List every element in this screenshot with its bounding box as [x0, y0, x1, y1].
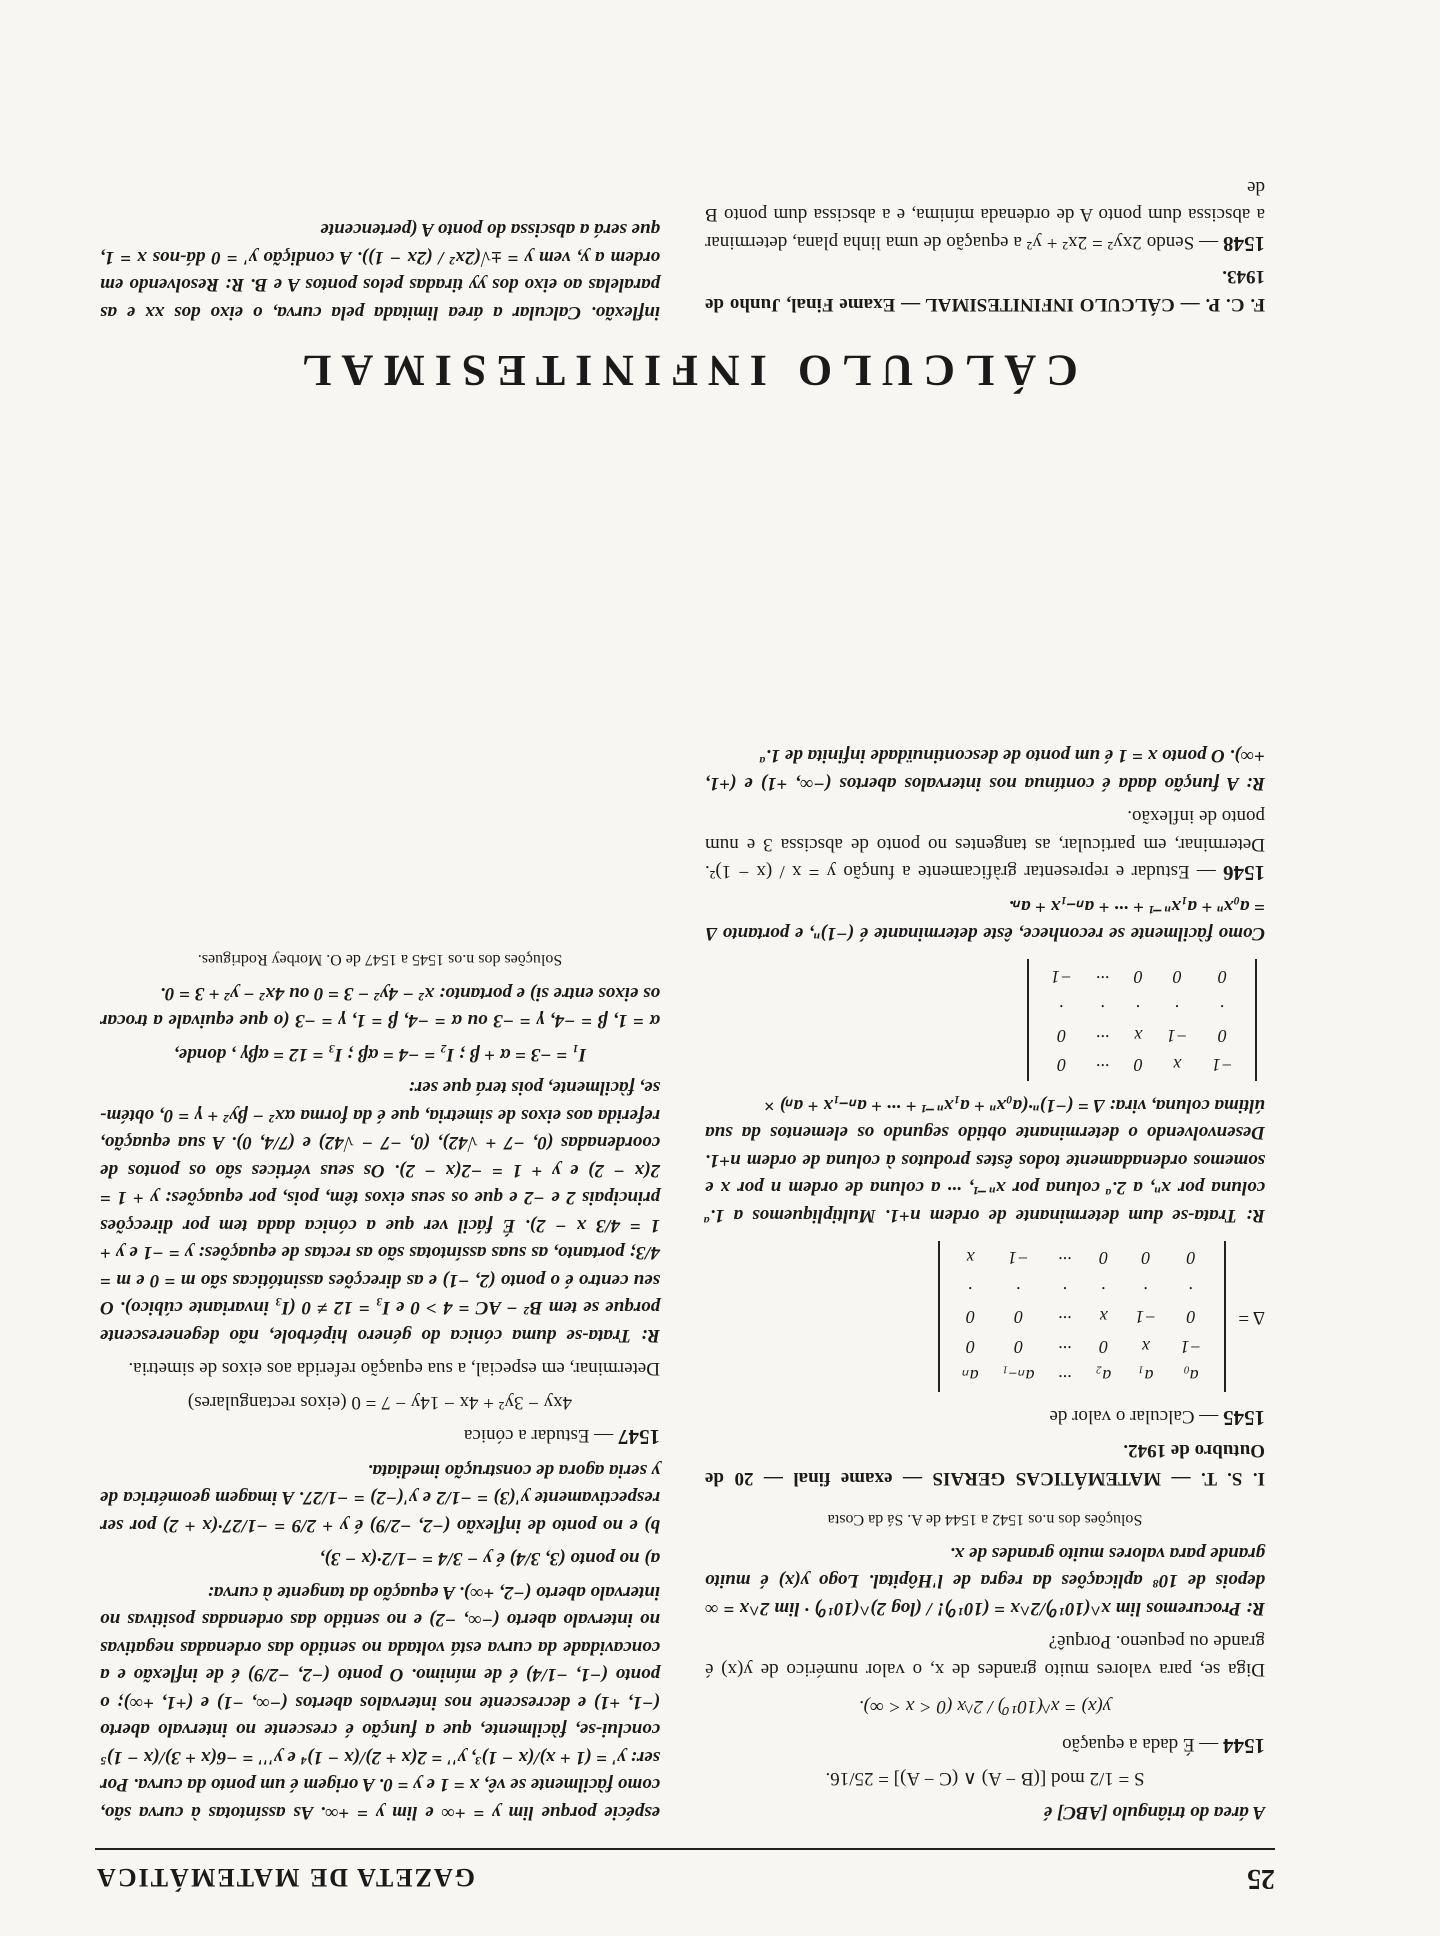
determinant-cell: ·: [1188, 1278, 1194, 1298]
determinant-block: [705, 1237, 1265, 1397]
determinant-row: [950, 1273, 1213, 1303]
determinant-cell: 0: [1014, 1307, 1024, 1328]
page-header: [95, 1848, 1275, 1896]
determinant-row: [950, 1243, 1213, 1273]
determinant-cell: ·: [1101, 1278, 1106, 1298]
problem-1545-conclusion: Como fàcilmente se reconhece, êste determinante é (−1)ⁿ, e portanto Δ = a₀xⁿ + a₁xⁿ⁻¹ + ··· + aₙ₋₁x + aₙ.: [705, 896, 1265, 945]
determinant-cell: ·: [1100, 996, 1106, 1017]
determinant-cell: aₙ: [962, 1366, 979, 1387]
problem-number: 1545: [1223, 1406, 1265, 1430]
determinant-cell: 0: [1014, 1337, 1024, 1357]
problem-1547-solution: R: Trata-se duma cónica do género hipérbole, não degenerescente porque se tem B² − AC = 4 > 0 e I₃ = 12 ≠ 0 (I₃ invariante cúbico). O seu centro é o ponto (2, −1) e as direcções assintóticas são m = 0 e m = 4/3; portanto, as suas assíntotas são as rectas de equações: y = −1 e y + 1 = 4/3 x − 2). É fácil ver que a cónica dada tem por direcções principais 2 e −2 e que os seus eixos têm, pois, por equações: y + 1 = 2(x − 2) e y + 1 = −2(x − 2). Os seus vértices são os pontos de coordenadas (0, −7 + √42), (0, −7 − √42) e (7/4, 0). A sua equação, referida aos eixos de simetria, que é da forma αx² − βy² + γ = 0, obtém-se, fàcilmente, pois terá que ser:: [100, 1077, 660, 1346]
determinant-row: [950, 1332, 1213, 1362]
determinant-cell: 0: [1141, 1248, 1151, 1269]
determinant-row: [1039, 1021, 1245, 1051]
invariant-system: I₁ = −3 = α + β ; I₂ = −4 = αβ ; I₃ = 12 = αβγ , donde,: [173, 1044, 587, 1065]
determinant-cell: ·: [1063, 1278, 1068, 1298]
determinant-cell: 0: [1057, 1026, 1067, 1046]
determinant-cell: a₂: [1096, 1366, 1112, 1387]
determinant-cell: x: [1134, 1026, 1143, 1046]
solution-system: α = 1, β = −4, γ = −3 ou α = −4, β = 1, γ = −3 (o que equivale a trocar os eixos entre si) e portanto: x² − 4y² − 3 = 0 ou 4x² − y² + 3 = 0.: [100, 983, 660, 1032]
delta-label: Δ =: [1238, 1307, 1265, 1329]
determinant: [938, 1241, 1225, 1393]
determinant-cell: ·: [1135, 996, 1141, 1017]
problem-title: — Estudar a cónica: [463, 1425, 614, 1447]
problem-1547: [100, 1422, 660, 1451]
determinant-cell: ·: [1016, 1278, 1021, 1298]
tangent-b: b) e no ponto de inflexão (−2, −2/9) é y + 2/9 = −1/27·(x + 2) por ser respectivamente y'(3) = −1/2 e y'(−2) = −1/27. A imagem geométrica de y seria agora de construção imediata.: [100, 1460, 660, 1536]
determinant-row: [950, 1302, 1213, 1332]
problem-number: 1548: [1223, 232, 1265, 256]
problem-title: — Estudar e representar gràficamente a função y = x / (x − 1)². Determinar, em particular, as tangentes no ponto de abscissa 3 e num ponto de inflexão.: [705, 806, 1265, 883]
determinant-cell: ···: [1058, 1307, 1073, 1328]
determinant-cell: x: [1141, 1337, 1150, 1357]
determinant-matrix: [950, 1243, 1213, 1391]
determinant-cell: 0: [1217, 967, 1227, 987]
problem-1548: [705, 174, 1265, 258]
determinant-cell: −1: [1135, 1307, 1157, 1328]
determinant-matrix: [1039, 962, 1245, 1080]
solution-source: Soluções dos n.os 1545 a 1547 de O. Morbey Rodrigues.: [197, 951, 563, 969]
determinant-cell: aₙ₋₁: [1002, 1366, 1035, 1387]
exam-title: F. C. P. — CÁLCULO INFINITESIMAL — Exame Final, Junho de 1943.: [705, 266, 1265, 315]
area-formula: S = 1/2 mod [(B − A) ∧ (C − A)] = 25/16.: [825, 1768, 1145, 1790]
column-right: [100, 932, 660, 1826]
determinant-cell: 0: [1186, 1307, 1196, 1328]
determinant-cell: ·: [1059, 996, 1064, 1017]
determinant-cell: 0: [1099, 1248, 1109, 1269]
determinant-row: [950, 1361, 1213, 1391]
determinant-cell: 0: [1133, 1055, 1143, 1076]
problem-1544-solution: R: Procuremos lim x^(10¹⁰)/2^x = (10¹⁰)! / (log 2)^(10¹⁰) · lim 2^x = ∞ depois de 10⁸ aplicações da regra de l'Hôpital. Logo y(x) é muito grande para valores muito grandes de x.: [705, 1543, 1265, 1619]
determinant-cell: ···: [1096, 1055, 1110, 1076]
problem-number: 1544: [1223, 1734, 1265, 1758]
determinant-cell: 0: [1057, 1055, 1067, 1076]
problem-1546: [705, 803, 1265, 887]
determinant-cell: 0: [1186, 1248, 1196, 1269]
problem-1548-solution: inflexão. Calcular a área limitada pela curva, o eixo dos xx e as paralelas ao eixo dos yy tiradas pelos pontos A e B. R: Resolvendo em ordem a y, vem y = ±√(2x² / (2x − 1)). A condição y' = 0 dá-nos x = 1, que será a abscissa do ponto A (pertencente: [100, 219, 660, 323]
problem-1547-text: Determinar, em especial, a sua equação referida aos eixos de simetria.: [128, 1358, 660, 1380]
determinant-cell: −1: [1180, 1337, 1202, 1357]
determinant-cell: ·: [968, 1278, 973, 1298]
determinant-cell: ·: [1220, 996, 1225, 1017]
problem-1545: [705, 1403, 1265, 1432]
determinant-block-2: [705, 956, 1265, 1086]
problem-1544-text: Diga se, para valores muito grandes de x, o valor numérico de y(x) é grande ou pequeno. Porquê?: [705, 1631, 1265, 1680]
determinant-cell: 0: [1217, 1026, 1227, 1046]
determinant-row: [1039, 962, 1245, 992]
page-number: 25: [1247, 1863, 1275, 1894]
determinant-cell: ···: [1058, 1248, 1073, 1269]
problem-1546-solution: R: A função dada é contínua nos intervalos abertos (−∞, +1) e (+1, +∞). O ponto x = 1 é um ponto de descontinuïdade infinita de 1.ª: [705, 745, 1265, 794]
determinant-cell: −1: [1051, 967, 1073, 987]
problem-1545-solution: R: Trata-se dum determinante de ordem n+1. Multipliquemos a 1.ª coluna por xⁿ, a 2.ª coluna por xⁿ⁻¹, ··· a coluna de ordem n por x e somemos ordenadamente todos êstes produtos à coluna de ordem n+1. Desenvolvendo o determinante obtido segundo os elementos da sua última coluna, vira: Δ = (−1)ⁿ·(a₀xⁿ + a₁xⁿ⁻¹ + ··· + aₙ₋₁x + aₙ) ×: [705, 1095, 1265, 1226]
determinant-cell: −1: [1007, 1248, 1030, 1269]
determinant-cell: 0: [1099, 1337, 1109, 1357]
determinant-cell: x: [966, 1248, 975, 1269]
column-left: [705, 736, 1265, 1826]
tangent-a: a) no ponto (3, 3/4) é y − 3/4 = −1/2·(x − 3),: [319, 1548, 660, 1570]
determinant-cell: 0: [1172, 967, 1182, 987]
solution-source: Soluções dos n.os 1542 a 1544 de A. Sá da Costa: [827, 1511, 1143, 1529]
determinant-cell: −1: [1211, 1055, 1233, 1076]
exam-title: I. S. T. — MATEMÁTICAS GERAIS — exame final — 20 de Outubro de 1942.: [705, 1440, 1265, 1489]
problem-number: 1546: [1223, 861, 1265, 886]
column-right-lower: [100, 210, 660, 326]
determinant-cell: ·: [1143, 1278, 1149, 1298]
determinant-cell: ···: [1058, 1366, 1073, 1387]
problem-1546-continuation: espécie porque lim y = +∞ e lim y = +∞. As assíntotas à curva são, como fàcilmente se vê, x = 1 e y = 0. A origem é um ponto da curva. Por ser: y' = (1 + x)/(x − 1)³, y'' = 2(x + 2)/(x − 1)⁴ e y''' = −6(x + 3)/(x − 1)⁵ conclui-se, fàcilmente, que a função é crescente no intervalo aberto (−1, +1) e decrescente nos intervalos abertos (−∞, −1) e (+1, +∞); o ponto (−1, −1/4) é de mínimo. O ponto (−2, −2/9) é de inflexão e a concavidade da curva está voltada no sentido das ordenadas negativas no intervalo aberto (−∞, −2) e no sentido das ordenadas positivas no intervalo aberto (−2, +∞). A equação da tangente à curva:: [100, 1582, 660, 1823]
determinant-row: [1039, 1050, 1245, 1080]
determinant: [1027, 960, 1257, 1082]
determinant-cell: 0: [1133, 967, 1143, 987]
problem-1547-equation: 4xy − 3y² + 4x − 14y − 7 = 0 (eixos rectangulares): [187, 1392, 573, 1413]
determinant-cell: 0: [966, 1307, 976, 1328]
problem-title: — É dada a equação: [1062, 1734, 1219, 1755]
determinant-cell: ···: [1096, 1026, 1110, 1046]
determinant-cell: ·: [1175, 996, 1180, 1017]
determinant-cell: ···: [1058, 1337, 1073, 1357]
problem-title: — Calcular o valor de: [1049, 1406, 1219, 1427]
determinant-cell: −1: [1166, 1026, 1188, 1046]
determinant-cell: x: [1099, 1307, 1108, 1328]
determinant-cell: ···: [1096, 967, 1110, 987]
problem-1544: [705, 1731, 1265, 1760]
problem-number: 1547: [618, 1425, 660, 1450]
area-statement: A área do triângulo [ABC] é: [1043, 1802, 1265, 1823]
journal-title: GAZETA DE MATEMÁTICA: [95, 1863, 475, 1892]
problem-text: — Sendo 2xy² = 2x² + y² a equação de uma linha plana, determinar a abscissa dum ponto A de ordenada mínima, e a abscissa dum ponto B de: [704, 177, 1265, 253]
determinant-cell: a₁: [1138, 1366, 1154, 1387]
determinant-row: [1039, 991, 1245, 1021]
column-left-lower: [705, 168, 1265, 327]
problem-1544-equation: y(x) = x^(10¹⁰) / 2^x (0 < x < ∞).: [858, 1696, 1112, 1718]
determinant-cell: x: [1173, 1055, 1182, 1076]
section-title: CÁLCULO INFINITESIMAL: [292, 346, 1078, 395]
determinant-cell: a₀: [1183, 1366, 1199, 1387]
determinant-cell: 0: [966, 1337, 976, 1357]
